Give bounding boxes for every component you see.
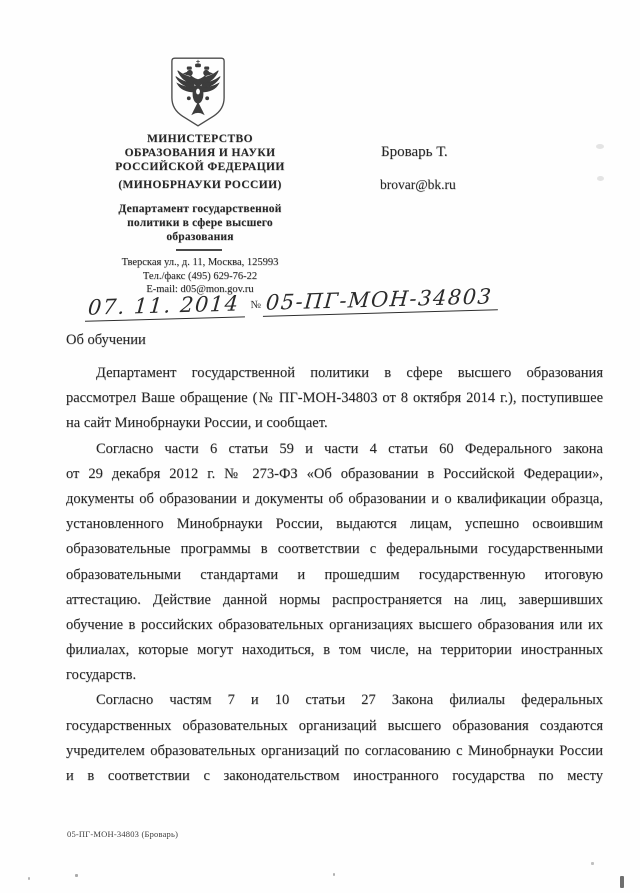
body-line: обучение в российских образовательных организациях высшего образования или их xyxy=(66,616,603,633)
department-name-block xyxy=(68,202,332,244)
body-line: установленного Минобрнауки России, выдаются лицам, успешно освоившим xyxy=(66,516,603,533)
scan-artifact xyxy=(597,176,604,181)
letter-body xyxy=(66,361,603,789)
footer-reference: 05-ПГ-МОН-34803 (Броварь) xyxy=(67,829,179,839)
body-line: аттестацию. Действие данной нормы распространяется на лиц, завершивших xyxy=(66,591,603,608)
body-line: и в соответствии с законодательством иностранного государства по месту xyxy=(66,768,603,784)
body-line: государственных образовательных организаций высшего образования создаются xyxy=(66,717,603,734)
address-line: E-mail: d05@mon.gov.ru xyxy=(146,284,254,295)
body-line: Согласно частям 7 и 10 статьи 27 Закона филиалы федеральных xyxy=(96,692,603,709)
body-line: рассмотрел Ваше обращение (№ ПГ-МОН-34803 от 8 октября 2014 г.), поступившее xyxy=(66,390,603,407)
ministry-line: РОССИЙСКОЙ ФЕДЕРАЦИИ xyxy=(115,161,285,173)
body-line: государств. xyxy=(66,667,137,684)
ministry-line: ОБРАЗОВАНИЯ И НАУКИ xyxy=(124,147,276,159)
ministry-name-block xyxy=(68,132,332,192)
recipient-name: Броварь Т. xyxy=(381,144,448,160)
subject-line: Об обучении xyxy=(66,332,146,348)
body-line: учредителем образовательных организаций по согласованию с Минобрнауки России xyxy=(66,742,603,759)
ministry-line: МИНИСТЕРСТВО xyxy=(147,133,253,145)
handwritten-number: 05-ПГ-МОН-34803 xyxy=(263,284,499,317)
address-line: Тверская ул., д. 11, Москва, 125993 xyxy=(121,257,279,268)
department-line: Департамент государственной xyxy=(118,203,282,215)
ministry-line: (МИНОБРНАУКИ РОССИИ) xyxy=(118,179,282,191)
handwritten-date: 07. 11. 2014 xyxy=(85,291,247,322)
scan-artifact xyxy=(28,877,30,880)
number-sign: № xyxy=(250,298,262,312)
body-line: образовательными стандартами и прошедшим государственную итоговую xyxy=(66,566,603,583)
letterhead-divider xyxy=(176,249,222,251)
scan-artifact xyxy=(75,874,78,877)
address-line: Тел./факс (495) 629-76-22 xyxy=(142,270,258,282)
body-line: Согласно части 6 статьи 59 и части 4 статьи 60 Федерального закона xyxy=(96,440,603,457)
body-line: Департамент государственной политики в сфере высшего образования xyxy=(96,365,603,381)
scan-artifact xyxy=(591,862,594,865)
department-line: политики в сфере высшего xyxy=(127,217,273,229)
body-line: документы об образовании и документы об образовании и о квалификации образца, xyxy=(66,490,603,507)
body-line: от 29 декабря 2012 г. № 273-ФЗ «Об образовании в Российской Федерации», xyxy=(66,465,603,482)
body-line: на сайт Минобрнауки России, и сообщает. xyxy=(66,415,328,432)
department-line: образования xyxy=(166,231,234,243)
scan-artifact xyxy=(333,873,335,876)
recipient-email: brovar@bk.ru xyxy=(380,177,456,192)
scan-artifact xyxy=(596,144,604,149)
body-line: филиалах, которые могут находиться, в том числе, на территории иностранных xyxy=(66,642,603,659)
scan-artifact xyxy=(620,876,624,888)
russia-coat-of-arms-icon xyxy=(169,55,227,129)
body-line: образовательные программы в соответствии с федеральными государственными xyxy=(66,541,603,558)
